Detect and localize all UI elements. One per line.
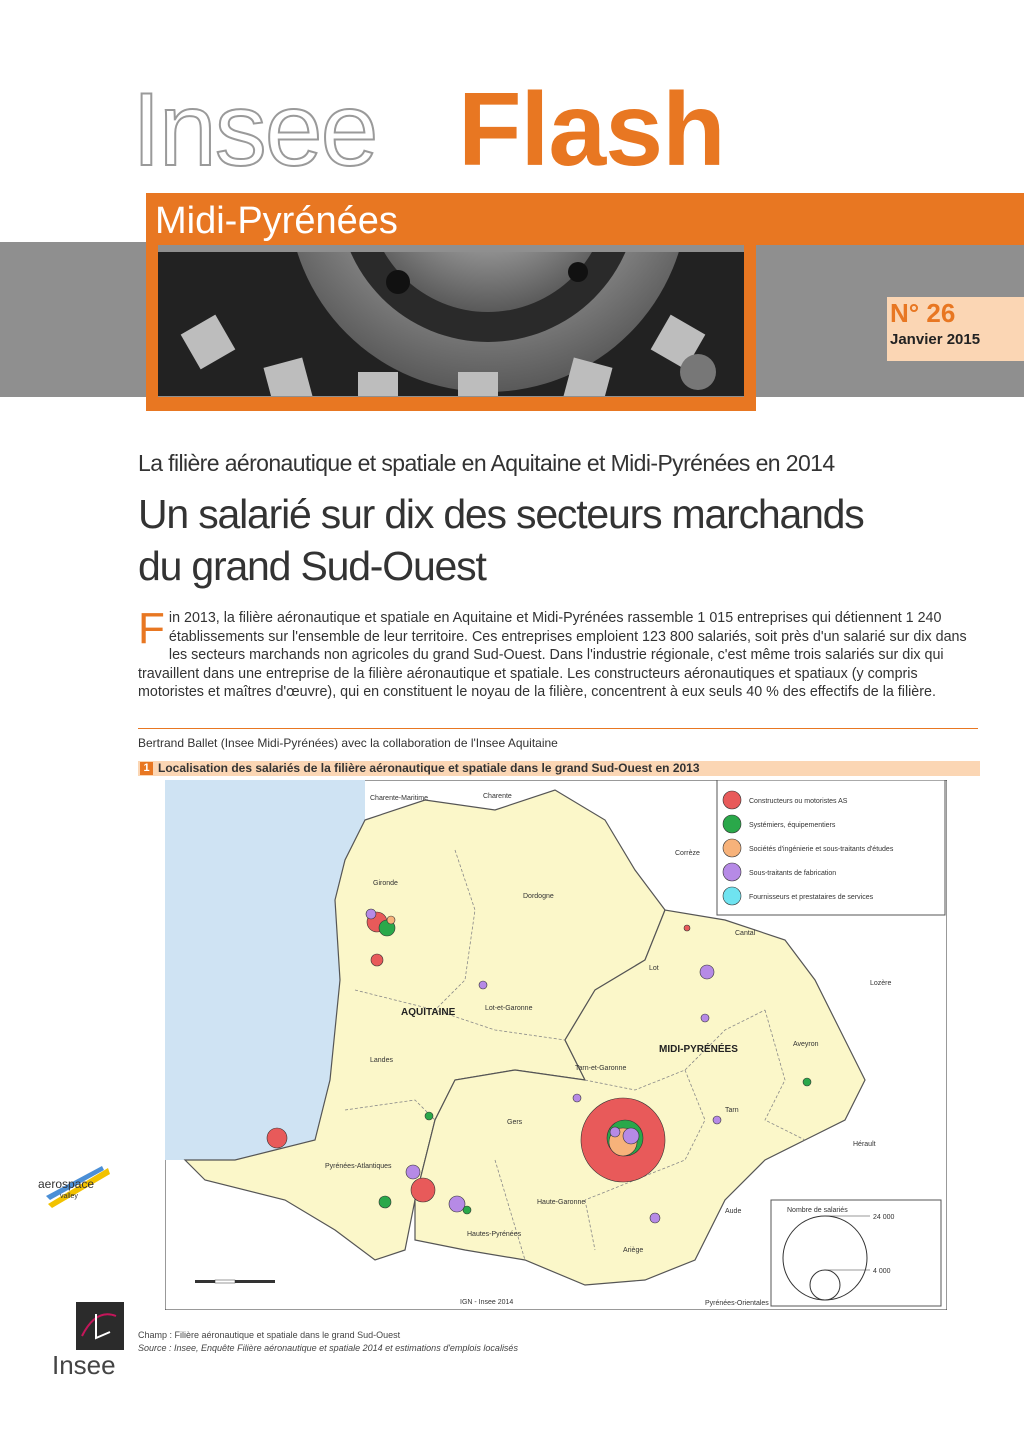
map-label-midi-pyrenees: MIDI-PYRÉNÉES: [659, 1044, 738, 1055]
intro-text: in 2013, la filière aéronautique et spatiale en Aquitaine et Midi-Pyrénées rassemble 1 015 entreprises qui détiennent 1 240 établissements sur l'ensemble de leur territoire. Ces entreprises emploient 123 800 salariés, soit près d'un salarié sur dix dans les secteurs marchands non agricoles du grand Sud-Ouest. Dans l'industrie régionale, c'est même trois salariés sur dix qui travaillent dans une entreprise de la filière aéronautique et spatiale. Les constructeurs aéronautiques et spatiaux (y compris motoristes et maîtres d'œuvre), qui en constituent le noyau de la filière, concentrent à eux seuls 40 % des effectifs de la filière.: [138, 610, 967, 701]
region-label: Midi-Pyrénées: [155, 200, 398, 242]
legend-swatch: [723, 815, 741, 833]
map-figure: [165, 780, 947, 1310]
legend-label: Sous-traitants de fabrication: [749, 870, 837, 877]
aerospace-logo-text: aerospace: [38, 1177, 95, 1191]
map-label-dep: Pyrénées-Atlantiques: [325, 1163, 392, 1170]
legend-label: Sociétés d'ingénierie et sous-traitants d'études: [749, 846, 894, 853]
bubble-ariege: [650, 1213, 660, 1223]
map-label-neighbour: Cantal: [735, 930, 756, 937]
map-label-dep: Ariège: [623, 1247, 644, 1254]
logo-insee-word: Insee: [132, 72, 377, 188]
map-label-dep: Haute-Garonne: [537, 1199, 586, 1206]
bubble-pau-equipementiers: [379, 1196, 391, 1208]
map-label-neighbour: Hérault: [853, 1141, 876, 1148]
bubble-cahors: [684, 925, 690, 931]
legend-label: Fournisseurs et prestataires de services: [749, 894, 874, 901]
insee-logo-icon: [76, 1302, 124, 1350]
bubble-pau-constructeurs: [411, 1178, 435, 1202]
map-label-neighbour: Charente: [483, 793, 512, 800]
map-label-neighbour: Aude: [725, 1208, 742, 1215]
bubble-rodez: [803, 1078, 811, 1086]
insee-logo-text: Insee: [52, 1350, 116, 1380]
note-champ: Champ : Filière aéronautique et spatiale dans le grand Sud-Ouest: [138, 1330, 401, 1340]
bubble-figeac: [700, 965, 714, 979]
map-label-dep: Landes: [370, 1057, 393, 1064]
bubble-toulouse-sous-traitants: [623, 1128, 639, 1144]
map-label-neighbour: Corrèze: [675, 850, 700, 857]
issue-number: N° 26: [890, 298, 956, 328]
bubble-tarbes-sous-traitants: [449, 1196, 465, 1212]
legend-swatch: [723, 887, 741, 905]
bubble-bayonne: [267, 1128, 287, 1148]
bubble-bordeaux-ingenierie: [387, 916, 395, 924]
bubble-aveyron: [701, 1014, 709, 1022]
article-headline: Un salarié sur dix des secteurs marchands du grand Sud-Ouest: [138, 491, 864, 589]
map-label-dep: Aveyron: [793, 1041, 819, 1048]
article-intro: [138, 604, 982, 702]
size-legend-title: Nombre de salariés: [787, 1207, 848, 1214]
map-label-dep: Gers: [507, 1119, 523, 1126]
legend-swatch: [723, 791, 741, 809]
divider: [138, 728, 978, 729]
map-label-dep: Tarn-et-Garonne: [575, 1065, 627, 1072]
map-label-dep: Tarn: [725, 1107, 739, 1114]
map-label-dep: Lot-et-Garonne: [485, 1005, 533, 1012]
legend-swatch: [723, 863, 741, 881]
map-credit: IGN - Insee 2014: [460, 1299, 514, 1306]
map-label-dep: Hautes-Pyrénées: [467, 1231, 522, 1238]
map-label-neighbour: Charente-Maritime: [370, 795, 428, 802]
intro-dropcap: F: [138, 604, 165, 653]
article-kicker: La filière aéronautique et spatiale en Aquitaine et Midi-Pyrénées en 2014: [138, 450, 835, 476]
header-gear-photo: [158, 252, 744, 396]
bubble-bordeaux-sous-traitants: [366, 909, 376, 919]
figure-title: Localisation des salariés de la filière aéronautique et spatiale dans le grand Sud-Ouest en 2013: [158, 761, 700, 775]
bubble-tarn: [713, 1116, 721, 1124]
article-author: Bertrand Ballet (Insee Midi-Pyrénées) avec la collaboration de l'Insee Aquitaine: [138, 736, 558, 750]
bubble-toulouse-services: [610, 1127, 620, 1137]
note-source: Source : Insee, Enquête Filière aéronautique et spatiale 2014 et estimations d'emplois localisés: [138, 1343, 518, 1353]
legend-label: Systémiers, équipementiers: [749, 822, 836, 829]
bubble-merignac: [371, 954, 383, 966]
legend-label: Constructeurs ou motoristes AS: [749, 798, 848, 805]
aerospace-logo-sub: valley: [60, 1193, 78, 1200]
bubble-tarbes-equipementiers: [463, 1206, 471, 1214]
legend-swatch: [723, 839, 741, 857]
map-label-dep: Gironde: [373, 880, 398, 887]
bubble-lot-et-garonne: [479, 981, 487, 989]
aerospace-valley-logo: [38, 1160, 118, 1210]
bubble-gers: [425, 1112, 433, 1120]
size-legend-large-value: 24 000: [873, 1214, 895, 1221]
logo-flash-word: Flash: [458, 72, 725, 188]
map-label-neighbour: Lozère: [870, 980, 892, 987]
map-label-aquitaine: AQUITAINE: [401, 1007, 456, 1018]
bubble-pau-sous-traitants: [406, 1165, 420, 1179]
size-legend-small-value: 4 000: [873, 1268, 891, 1275]
figure-number: 1: [140, 762, 153, 775]
map-label-dep: Lot: [649, 965, 659, 972]
map-label-dep: Dordogne: [523, 893, 554, 900]
map-label-neighbour: Pyrénées-Orientales: [705, 1300, 769, 1307]
issue-date: Janvier 2015: [890, 331, 981, 348]
bubble-montauban: [573, 1094, 581, 1102]
